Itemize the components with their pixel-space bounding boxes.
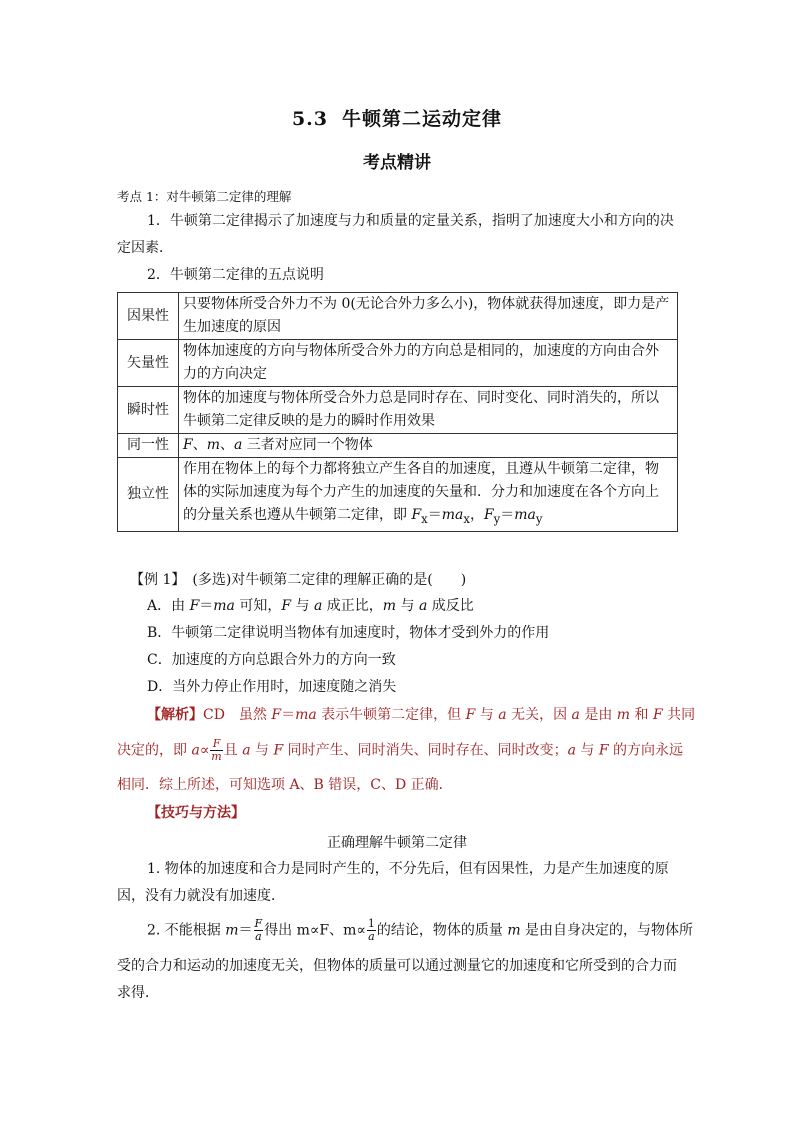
fraction-one-over-a: $\frac{1}{a}$ [367, 917, 375, 943]
table-row [118, 293, 678, 340]
row-key: 独立性 [118, 458, 179, 532]
skill-label: 【技巧与方法】 [147, 805, 245, 821]
skill-title: 正确理解牛顿第二定律 [327, 835, 467, 851]
option-a: A．由 F＝ma 可知，F 与 a 成正比，m 与 a 成反比 [147, 598, 474, 614]
skill1-line2: 因，没有力就没有加速度． [117, 888, 285, 904]
five-properties-table [117, 292, 678, 532]
kaodian-heading: 考点 1：对牛顿第二定律的理解 [117, 189, 292, 204]
table-row [118, 387, 678, 434]
page-title [0, 104, 794, 131]
skill2-line1: 2. 不能根据 m＝ $\frac{F}{a}$ 得出 m∝F、m∝ $\frac{1}{a}$ 的结论，物体的质量 m 是由自身决定的，与物体所 [147, 917, 694, 943]
row-desc: 只要物体所受合外力不为 0(无论合外力多么小)，物体就获得加速度，即力是产 生加速度的原因 [179, 293, 678, 340]
point1-line1: 1．牛顿第二定律揭示了加速度与力和质量的定量关系，指明了加速度大小和方向的决 [147, 213, 674, 229]
fraction-f-over-a: $\frac{F}{a}$ [254, 917, 263, 943]
row-desc: F、m、a 三者对应同一个物体 [179, 434, 678, 458]
row-desc: 物体加速度的方向与物体所受合外力的方向总是相同的，加速度的方向由合外 力的方向决定 [179, 340, 678, 387]
skill1-line1: 1. 物体的加速度和合力是同时产生的，不分先后，但有因果性，力是产生加速度的原 [147, 861, 669, 877]
row-key: 因果性 [118, 293, 179, 340]
row-key: 瞬时性 [118, 387, 179, 434]
row-desc: 物体的加速度与物体所受合外力总是同时存在、同时变化、同时消失的，所以 牛顿第二定律反映的是力的瞬时作用效果 [179, 387, 678, 434]
analysis-line3: 相同．综上所述，可知选项 A、B 错误，C、D 正确． [117, 777, 453, 793]
option-b: B．牛顿第二定律说明当物体有加速度时，物体才受到外力的作用 [147, 625, 550, 641]
point1-line2: 定因素． [117, 240, 173, 256]
option-d: D．当外力停止作用时，加速度随之消失 [147, 679, 397, 695]
point2: 2．牛顿第二定律的五点说明 [147, 267, 324, 283]
example-heading: 【例 1】 (多选)对牛顿第二定律的理解正确的是( ) [130, 572, 467, 588]
section-subtitle: 考点精讲 [363, 153, 431, 173]
row-desc: 作用在物体上的每个力都将独立产生各自的加速度，且遵从牛顿第二定律，物 体的实际加速度为每个力产生的加速度的矢量和．分力和加速度在各个方向上 的分量关系也遵从牛顿第二定律，即 $F_x=ma_x$，$F_y=ma_y$ [179, 458, 678, 532]
skill2-line2: 受的合力和运动的加速度无关，但物体的质量可以通过测量它的加速度和它所受到的合力而 [117, 958, 677, 974]
table-row [118, 434, 678, 458]
option-c: C．加速度的方向总跟合外力的方向一致 [147, 652, 396, 668]
row-key: 矢量性 [118, 340, 179, 387]
table-row [118, 340, 678, 387]
section-number: 5.3 [291, 108, 329, 130]
title-text: 牛顿第二运动定律 [342, 108, 503, 130]
skill2-line3: 求得． [117, 985, 159, 1001]
analysis-line2: 决定的，即 a∝ $\frac{F}{m}$ 且 a 与 F 同时产生、同时消失、同时存在、同时改变；a 与 F 的方向永远 [117, 737, 684, 763]
fraction-f-over-m: $\frac{F}{m}$ [211, 737, 222, 763]
analysis-label: 【解析】 [147, 707, 203, 723]
row-key: 同一性 [118, 434, 179, 458]
analysis-line1: 【解析】CD 虽然 F＝ma 表示牛顿第二定律，但 F 与 a 无关，因 a 是由 m 和 F 共同 [147, 707, 696, 723]
table-row [118, 458, 678, 532]
